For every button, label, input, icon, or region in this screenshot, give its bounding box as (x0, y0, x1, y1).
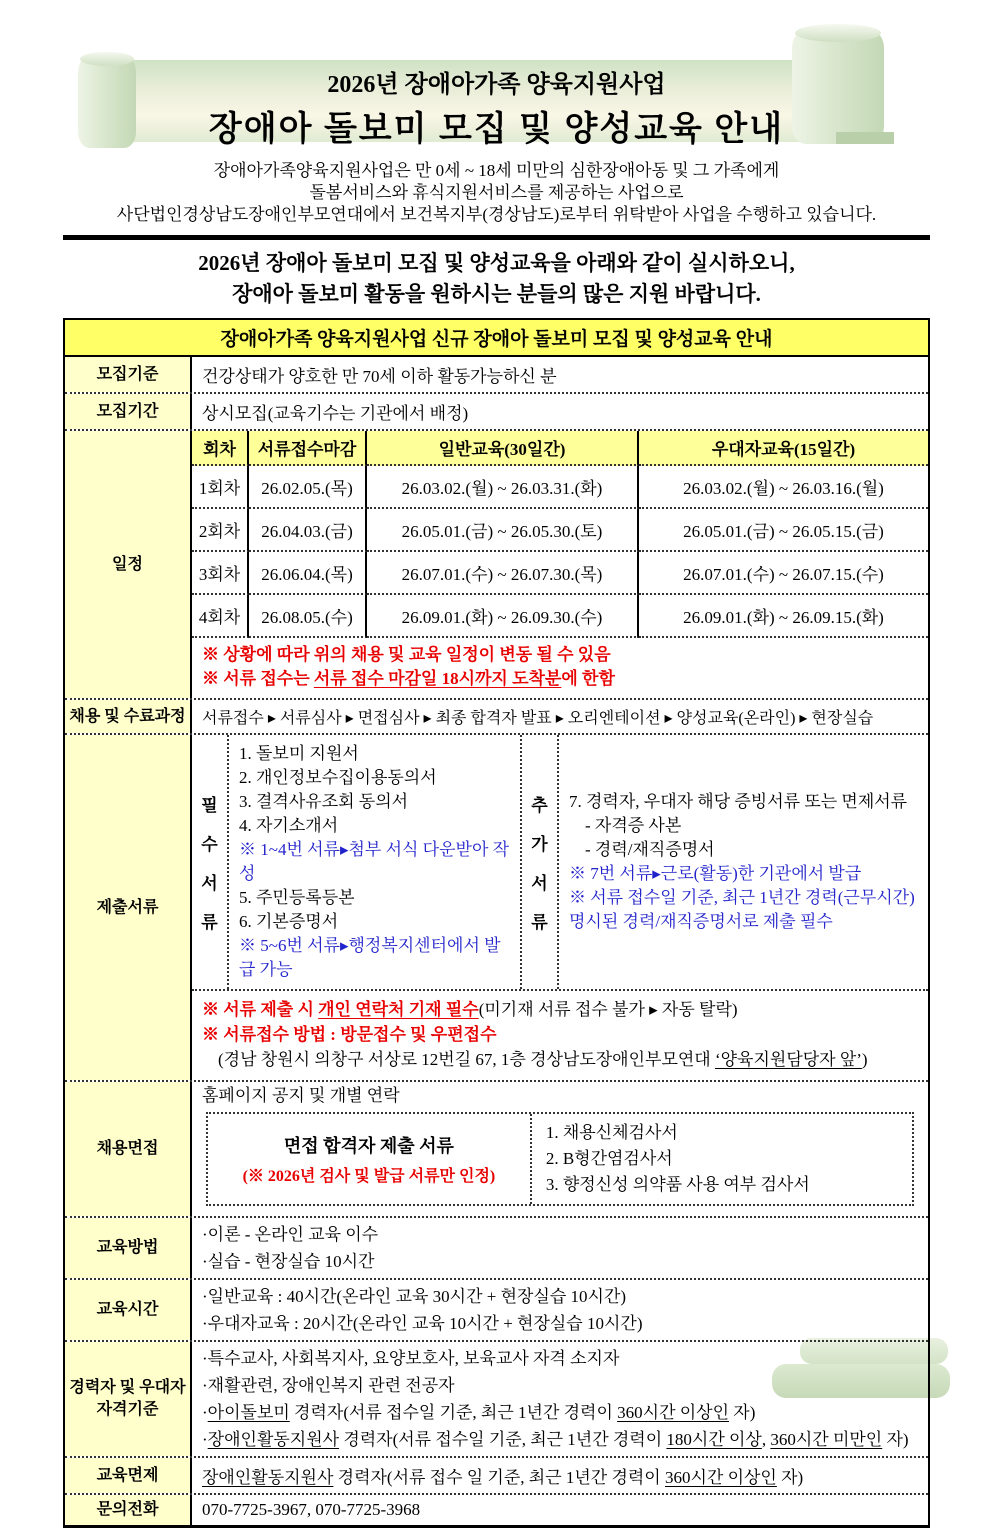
intro-paragraph (63, 160, 930, 226)
note-underlined-text: 360시간 미만인 (770, 1430, 883, 1449)
schedule-cell: 3회차 (192, 552, 249, 595)
schedule-cell: 26.09.01.(화) ~ 26.09.15.(화) (639, 595, 928, 638)
row-label-line: 경력자 및 우대자 (69, 1379, 186, 1396)
note-text: ) (861, 1050, 868, 1069)
list-item: ·일반교육 : 40시간(온라인 교육 30시간 + 현장실습 10시간) (202, 1287, 627, 1306)
schedule-cell: 26.07.01.(수) ~ 26.07.30.(목) (367, 552, 639, 595)
list-item (192, 1426, 928, 1453)
note-text: 자) (882, 1430, 909, 1449)
list-item-note: ※ 1~4번 서류▸첨부 서식 다운받아 작성 (239, 840, 510, 883)
table-row-schedule (65, 429, 928, 698)
documents-note (202, 1047, 918, 1072)
note-text: 자) (776, 1468, 804, 1487)
schedule-header: 서류접수마감 (249, 431, 367, 466)
note-text: (미기재 서류 접수 불가 ▸ 자동 탈락) (478, 1000, 738, 1019)
note-underlined-text: ‘양육지원담당자 앞’ (714, 1050, 862, 1069)
table-row (65, 392, 928, 429)
vertical-char: 필 (201, 796, 218, 815)
required-documents (192, 735, 522, 989)
note-underlined-text: 아이돌보미 (207, 1403, 290, 1422)
row-value: 상시모집(교육기수는 기관에서 배정) (202, 404, 469, 423)
table-row-interview (65, 1080, 928, 1216)
row-label: 교육방법 (65, 1218, 192, 1278)
row-label: 일정 (65, 431, 192, 698)
schedule-cell: 2회차 (192, 509, 249, 552)
note-text: ※ 서류 접수는 (202, 669, 314, 688)
table-row (65, 1278, 928, 1340)
schedule-notes (192, 638, 928, 698)
documents-note: ※ 서류접수 방법 : 방문접수 및 우편접수 (202, 1025, 497, 1044)
schedule-cell: 26.06.04.(목) (249, 552, 367, 595)
vertical-char: 수 (201, 835, 218, 854)
list-item: ·특수교사, 사회복지사, 요양보호사, 보육교사 자격 소지자 (202, 1349, 620, 1368)
note-text: 에 한함 (561, 669, 615, 688)
row-value: 건강상태가 양호한 만 70세 이하 활동가능하신 분 (202, 367, 557, 386)
list-item: 1. 돌보미 지원서 (239, 744, 359, 763)
notice-paragraph (63, 248, 930, 310)
schedule-cell: 26.02.05.(목) (249, 466, 367, 509)
list-item: - 자격증 사본 (585, 816, 682, 835)
list-item: ·우대자교육 : 20시간(온라인 교육 10시간 + 현장실습 10시간) (202, 1314, 643, 1333)
document-content (63, 0, 930, 1528)
horizontal-rule (63, 235, 930, 240)
required-documents-list (229, 735, 520, 989)
info-table (63, 318, 930, 1528)
row-label: 문의전화 (65, 1495, 192, 1525)
documents-note (202, 997, 918, 1022)
interview-box-title: 면접 합격자 제출 서류 (283, 1136, 454, 1156)
schedule-area (192, 431, 928, 698)
row-label (65, 1342, 192, 1456)
row-value (192, 1458, 928, 1493)
schedule-cell: 4회차 (192, 595, 249, 638)
interview-area (192, 1082, 928, 1216)
list-item: 1. 채용신체검사서 (545, 1123, 678, 1142)
intro-line: 장애아가족양육지원사업은 만 0세 ~ 18세 미만의 심한장애아동 및 그 가족에게 (213, 161, 780, 180)
note-underlined-text: 360시간 이상인 (617, 1403, 730, 1422)
schedule-note: ※ 상황에 따라 위의 채용 및 교육 일정이 변동 될 수 있음 (202, 645, 611, 664)
documents-grid (192, 735, 928, 991)
list-item: 2. B형간염검사서 (545, 1149, 673, 1168)
row-value: 서류접수 ▸ 서류심사 ▸ 면접심사 ▸ 최종 합격자 발표 ▸ 오리엔테이션 ▸ 양성교육(온라인) ▸ 현장실습 (202, 710, 874, 727)
interview-box-items (532, 1114, 912, 1204)
phone-numbers: 070-7725-3967, 070-7725-3968 (202, 1500, 421, 1519)
row-label: 채용면접 (65, 1082, 192, 1216)
list-item: 3. 향정신성 의약품 사용 여부 검사서 (545, 1175, 810, 1194)
schedule-cell: 26.05.01.(금) ~ 26.05.15.(금) (639, 509, 928, 552)
table-title: 장애아가족 양육지원사업 신규 장애아 돌보미 모집 및 양성교육 안내 (65, 320, 928, 357)
documents-area (192, 735, 928, 1080)
schedule-header: 일반교육(30일간) (367, 431, 639, 466)
interview-box-note: (※ 2026년 검사 및 발급 서류만 인정) (242, 1168, 496, 1185)
note-underlined-text: 360시간 이상인 (664, 1468, 777, 1487)
interview-box-left (208, 1114, 532, 1204)
vertical-char: 류 (531, 913, 548, 932)
note-text: 경력자(서류 접수일 기준, 최근 1년간 경력이 (289, 1403, 618, 1422)
interview-line: 홈페이지 공지 및 개별 연락 (202, 1086, 400, 1105)
schedule-cell: 26.07.01.(수) ~ 26.07.15.(수) (639, 552, 928, 595)
documents-notes (192, 991, 928, 1080)
table-row (65, 1493, 928, 1525)
list-item: 2. 개인정보수집이용동의서 (239, 768, 437, 787)
list-item-note: ※ 서류 접수일 기준, 최근 1년간 경력(근무시간) 명시된 경력/재직증명서로 제출 필수 (569, 888, 915, 931)
schedule-header: 회차 (192, 431, 249, 466)
row-label-line: 자격기준 (96, 1401, 159, 1418)
banner-title-line1: 2026년 장애아가족 양육지원사업 (327, 72, 666, 98)
interview-box (206, 1112, 914, 1206)
list-item: 4. 자기소개서 (239, 816, 339, 835)
schedule-cell: 26.03.02.(월) ~ 26.03.16.(월) (639, 466, 928, 509)
schedule-cell: 26.09.01.(화) ~ 26.09.30.(수) (367, 595, 639, 638)
note-text: 경력자(서류 접수 일 기준, 최근 1년간 경력이 (333, 1468, 665, 1487)
note-text: (경남 창원시 의창구 서상로 12번길 67, 1층 경상남도장애인부모연대 (218, 1050, 715, 1069)
intro-line: 돌봄서비스와 휴식지원서비스를 제공하는 사업으로 (309, 183, 684, 202)
schedule-cell: 26.03.02.(월) ~ 26.03.31.(화) (367, 466, 639, 509)
list-item: ·실습 - 현장실습 10시간 (202, 1252, 375, 1271)
note-underlined-text: 180시간 이상 (666, 1430, 762, 1449)
table-row-qualification (65, 1340, 928, 1456)
list-item: - 경력/재직증명서 (585, 840, 715, 859)
note-text: · (202, 1403, 208, 1422)
row-label: 교육면제 (65, 1458, 192, 1493)
list-item: 6. 기본증명서 (239, 912, 339, 931)
list-item-note: ※ 7번 서류▸근로(활동)한 기관에서 발급 (569, 864, 862, 883)
table-row (65, 357, 928, 392)
row-label: 모집기간 (65, 394, 192, 429)
row-label: 교육시간 (65, 1280, 192, 1340)
schedule-cell: 26.08.05.(수) (249, 595, 367, 638)
row-label: 모집기준 (65, 357, 192, 392)
vertical-char: 서 (531, 874, 548, 893)
schedule-header: 우대자교육(15일간) (639, 431, 928, 466)
row-label: 채용 및 수료과정 (65, 700, 192, 733)
row-value-list (192, 1342, 928, 1456)
notice-line: 2026년 장애아 돌보미 모집 및 양성교육을 아래와 같이 실시하오니, (198, 251, 795, 275)
list-item: ·이론 - 온라인 교육 이수 (202, 1225, 379, 1244)
vertical-char: 서 (201, 874, 218, 893)
table-row (65, 1216, 928, 1278)
notice-line: 장애아 돌보미 활동을 원하시는 분들의 많은 지원 바랍니다. (232, 282, 761, 306)
note-text: 경력자(서류 접수일 기준, 최근 1년간 경력이 (339, 1430, 667, 1449)
table-row (65, 1456, 928, 1493)
schedule-cell: 1회차 (192, 466, 249, 509)
schedule-cell: 26.04.03.(금) (249, 509, 367, 552)
row-label: 제출서류 (65, 735, 192, 1080)
list-item: 7. 경력자, 우대자 해당 증빙서류 또는 면제서류 (569, 792, 908, 811)
schedule-table (192, 431, 928, 638)
required-documents-vertical-label (192, 735, 229, 989)
intro-line: 사단법인경상남도장애인부모연대에서 보건복지부(경상남도)로부터 위탁받아 사업을 수행하고 있습니다. (116, 205, 877, 224)
note-text: ※ 서류 제출 시 (202, 1000, 319, 1019)
table-row-documents (65, 733, 928, 1080)
list-item: 3. 결격사유조회 동의서 (239, 792, 409, 811)
list-item (192, 1399, 928, 1426)
additional-documents-list (559, 735, 928, 989)
additional-documents-vertical-label (522, 735, 559, 989)
additional-documents (522, 735, 928, 989)
list-item-note: ※ 5~6번 서류▸행정복지센터에서 발급 가능 (239, 936, 501, 979)
note-underlined-text: 장애인활동지원사 (202, 1468, 334, 1487)
note-text: 자) (729, 1403, 756, 1422)
list-item: 5. 주민등록등본 (239, 888, 355, 907)
note-underlined-text: 개인 연락처 기재 필수 (318, 1000, 479, 1019)
list-item: ·재활관련, 장애인복지 관련 전공자 (202, 1376, 455, 1395)
note-underlined-text: 장애인활동지원사 (207, 1430, 340, 1449)
schedule-cell: 26.05.01.(금) ~ 26.05.30.(토) (367, 509, 639, 552)
row-value-list (192, 1218, 928, 1278)
note-text: , (761, 1430, 771, 1449)
vertical-char: 추 (531, 796, 548, 815)
schedule-note (202, 667, 918, 691)
vertical-char: 가 (531, 835, 548, 854)
vertical-char: 류 (201, 913, 218, 932)
banner-title-line2: 장애아 돌보미 모집 및 양성교육 안내 (208, 111, 785, 148)
note-underlined-text: 서류 접수 마감일 18시까지 도착분 (313, 669, 562, 688)
table-row (65, 698, 928, 733)
note-text: · (202, 1430, 208, 1449)
row-value-list (192, 1280, 928, 1340)
